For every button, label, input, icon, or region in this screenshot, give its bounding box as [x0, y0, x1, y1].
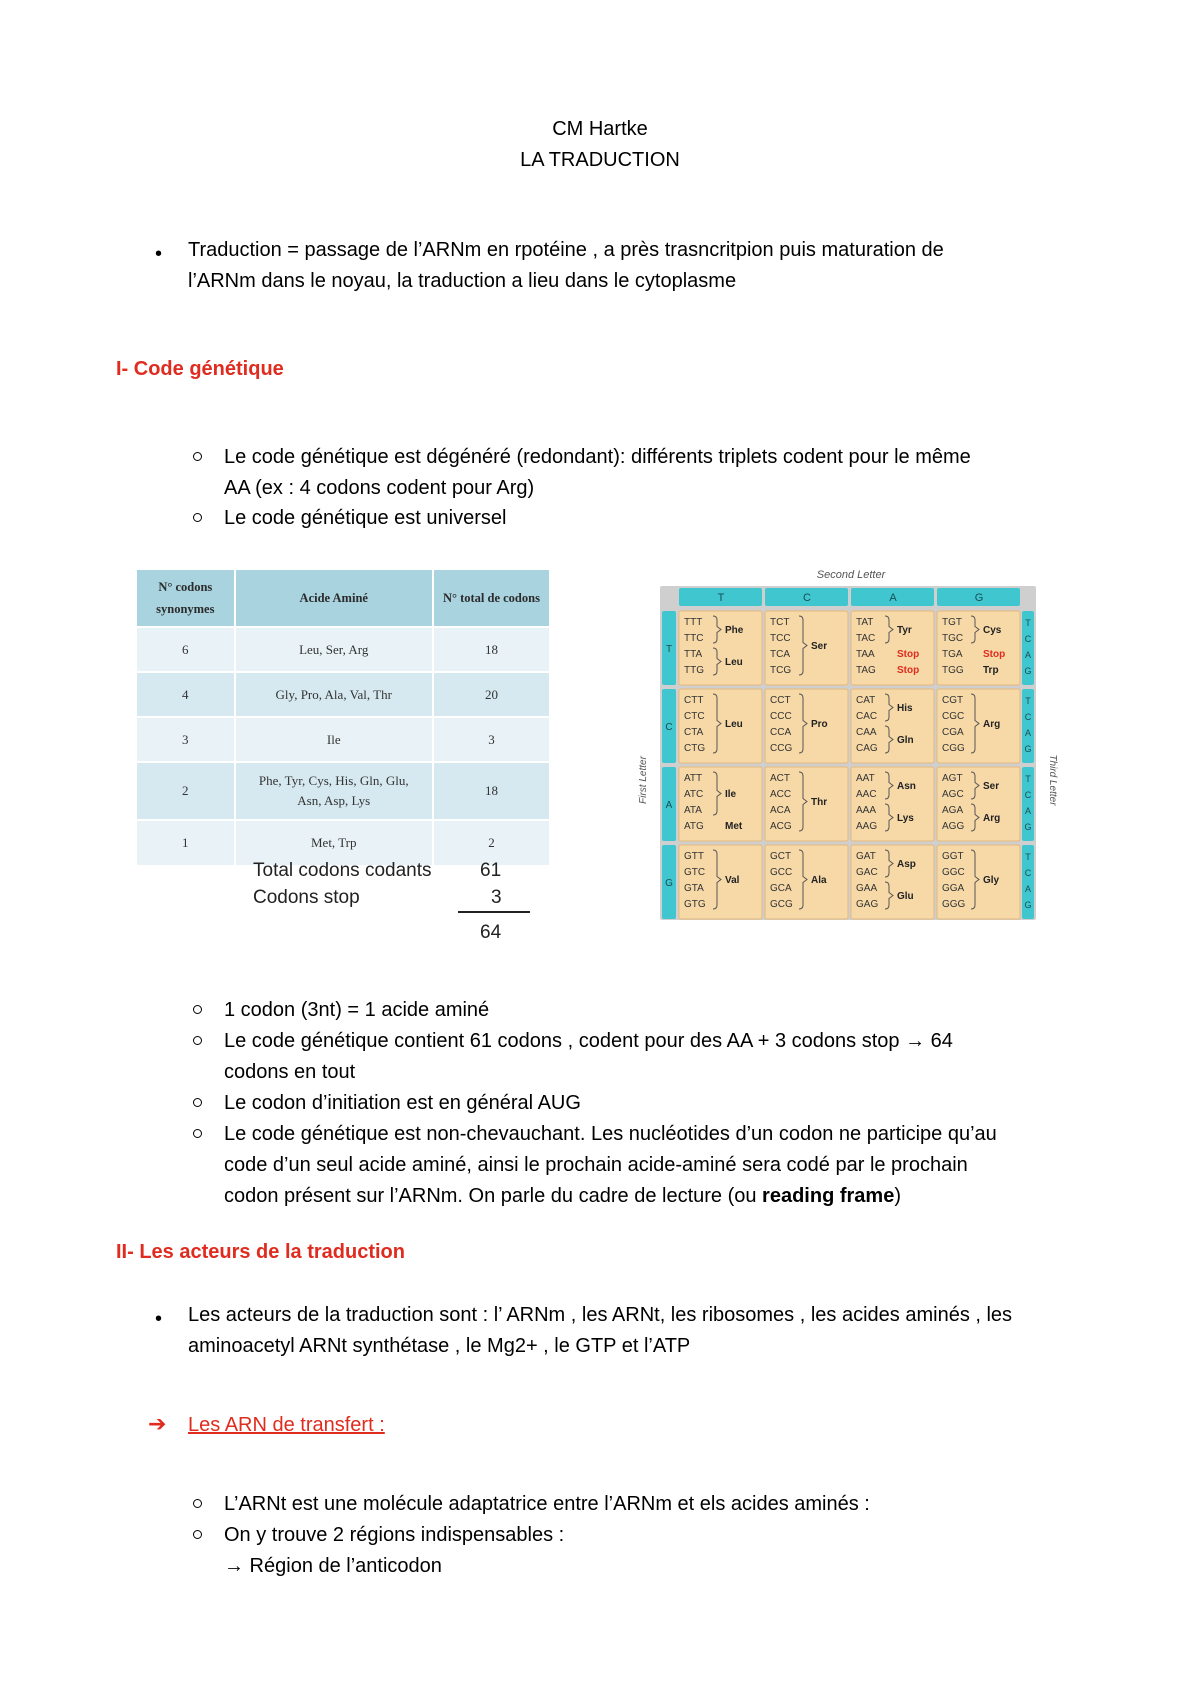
row-letter: G: [665, 878, 673, 889]
codon-label: TGG: [942, 665, 964, 676]
third-letter: G: [1024, 666, 1032, 676]
codon-label: GGT: [942, 851, 964, 862]
non-overlap-line-2: code d’un seul acide aminé, ainsi le prochain acide-aminé sera codé par le prochain: [224, 1154, 968, 1176]
table-cell: 3: [433, 717, 549, 762]
third-letter: A: [1024, 806, 1032, 816]
column-letter: T: [717, 592, 725, 604]
circle-bullet-icon: [193, 1129, 202, 1138]
amino-acid-label: Cys: [983, 625, 1002, 636]
amino-acid-label: Gly: [983, 875, 1000, 886]
table-cell: Ile: [235, 717, 433, 762]
circle-bullet-icon: [193, 452, 202, 461]
table-cell: 6: [137, 627, 235, 672]
codon-count-line-1: Le code génétique contient 61 codons , codent pour des AA + 3 codons stop → 64: [224, 1030, 953, 1052]
circle-bullet-icon: [193, 1530, 202, 1539]
non-overlap-line-1: Le code génétique est non-chevauchant. Les nucléotides d’un codon ne participe qu’au: [224, 1123, 997, 1145]
codon-label: CCC: [770, 711, 792, 722]
codon-label: CAG: [856, 743, 878, 754]
amino-acid-label: Ala: [811, 875, 827, 886]
amino-acid-label: Glu: [897, 891, 914, 902]
codon-label: GCC: [770, 867, 793, 878]
row-letter: T: [665, 644, 673, 655]
universal-line: Le code génétique est universel: [224, 507, 507, 529]
table-cell: Met, Trp: [235, 820, 433, 865]
third-letter: A: [1024, 650, 1032, 660]
amino-acid-label: Asp: [897, 859, 916, 870]
codon-label: CAT: [856, 695, 876, 706]
section-2-title: II- Les acteurs de la traduction: [116, 1241, 405, 1263]
amino-acid-label: Tyr: [897, 625, 912, 636]
amino-acid-label: Ser: [983, 781, 1000, 792]
column-letter: A: [889, 592, 897, 604]
third-letter: T: [1025, 774, 1031, 784]
trna-regions-line: On y trouve 2 régions indispensables :: [224, 1524, 565, 1546]
bullet-icon: •: [155, 243, 163, 265]
codon-label: CGT: [942, 695, 964, 706]
codon-label: CGG: [942, 743, 965, 754]
total-codons-label: Total codons codants: [253, 860, 432, 881]
stop-codons-value: 3: [491, 887, 502, 908]
initiation-codon-line: Le codon d’initiation est en général AUG: [224, 1092, 581, 1114]
table-row: [137, 762, 549, 820]
third-letter: T: [1025, 696, 1031, 706]
column-letter: C: [803, 592, 811, 604]
amino-acid-label: Met: [725, 821, 743, 832]
codon-label: TTG: [684, 665, 704, 676]
first-letter-label: First Letter: [638, 756, 649, 804]
amino-acid-label: Phe: [725, 625, 744, 636]
amino-acid-label: Asn: [897, 781, 916, 792]
third-letter: G: [1024, 822, 1032, 832]
sum-divider: [458, 911, 530, 913]
codon-label: GTA: [684, 883, 704, 894]
codon-label: GCA: [770, 883, 792, 894]
table-cell: 20: [433, 672, 549, 717]
amino-acid-label: Ser: [811, 641, 828, 652]
third-letter: C: [1024, 790, 1032, 800]
codon-label: CTG: [684, 743, 706, 754]
actors-line-2: aminoacetyl ARNt synthétase , le Mg2+ , le GTP et l’ATP: [188, 1335, 691, 1357]
codon-label: AAG: [856, 821, 878, 832]
table-row: [137, 717, 549, 762]
codon-label: CAA: [856, 727, 877, 738]
circle-bullet-icon: [193, 513, 202, 522]
table-cell: Gly, Pro, Ala, Val, Thr: [235, 672, 433, 717]
codon-label: GAC: [856, 867, 878, 878]
circle-bullet-icon: [193, 1036, 202, 1045]
third-letter: T: [1025, 852, 1031, 862]
third-letter: C: [1024, 868, 1032, 878]
actors-line-1: Les acteurs de la traduction sont : l’ ARNm , les ARNt, les ribosomes , les acides aminés , les: [188, 1304, 1013, 1326]
intro-line-2: l’ARNm dans le noyau, la traduction a lieu dans le cytoplasme: [188, 270, 737, 292]
codon-label: CCG: [770, 743, 793, 754]
amino-acid-label: Thr: [811, 797, 828, 808]
codon-chart: [638, 566, 1058, 926]
amino-acid-label: Ile: [725, 789, 737, 800]
codon-label: AAC: [856, 789, 877, 800]
amino-acid-label: Val: [725, 875, 740, 886]
codon-label: CTC: [684, 711, 705, 722]
codon-label: GAG: [856, 899, 879, 910]
third-letter: C: [1024, 634, 1032, 644]
codon-label: TTA: [684, 649, 703, 660]
doc-title: LA TRADUCTION: [520, 149, 680, 171]
codon-label: TAG: [856, 665, 876, 676]
codon-label: TCG: [770, 665, 792, 676]
codon-label: TTT: [684, 617, 703, 628]
table-header: N° codons synonymes: [137, 570, 235, 627]
codon-label: CGC: [942, 711, 965, 722]
codon-label: GTC: [684, 867, 706, 878]
amino-acid-label: Gln: [897, 735, 914, 746]
table-cell: 3: [137, 717, 235, 762]
codon-label: GCT: [770, 851, 792, 862]
codon-label: TAA: [856, 649, 875, 660]
table-cell: 2: [433, 820, 549, 865]
row-letter: A: [665, 800, 673, 811]
third-letter: A: [1024, 884, 1032, 894]
column-letter: G: [974, 592, 984, 604]
codon-label: TAT: [856, 617, 874, 628]
bullet-icon: •: [155, 1308, 163, 1330]
table-header: Acide Aminé: [235, 570, 433, 627]
circle-bullet-icon: [193, 1499, 202, 1508]
codon-label: CCT: [770, 695, 791, 706]
codon-label: ACA: [770, 805, 791, 816]
grand-total-value: 64: [480, 922, 502, 943]
codon-label: TCA: [770, 649, 790, 660]
amino-acid-label: Lys: [897, 813, 914, 824]
third-letter: C: [1024, 712, 1032, 722]
table-header: N° total de codons: [433, 570, 549, 627]
codon-label: ACT: [770, 773, 790, 784]
codon-label: GGG: [942, 899, 966, 910]
arrow-right-icon: ➔: [148, 1412, 167, 1437]
codon-synonym-table: [137, 570, 549, 865]
codon-label: GTT: [684, 851, 704, 862]
codon-label: ACG: [770, 821, 792, 832]
table-cell: Phe, Tyr, Cys, His, Gln, Glu, Asn, Asp, Lys: [235, 762, 433, 820]
codon-label: CCA: [770, 727, 792, 738]
codon-label: GGA: [942, 883, 965, 894]
table-row: [137, 820, 549, 865]
stop-label: Stop: [897, 665, 920, 676]
degenerate-line-1: Le code génétique est dégénéré (redondant): différents triplets codent pour le même: [224, 446, 971, 468]
circle-bullet-icon: [193, 1005, 202, 1014]
non-overlap-line-3: [224, 1181, 901, 1212]
codon-label: ATA: [684, 805, 702, 816]
codon-label: TAC: [856, 633, 876, 644]
second-letter-label: Second Letter: [816, 569, 886, 581]
codon-label: ATT: [684, 773, 703, 784]
codon-label: AGC: [942, 789, 964, 800]
table-cell: 4: [137, 672, 235, 717]
amino-acid-label: Arg: [983, 719, 1001, 730]
codon-label: CAC: [856, 711, 878, 722]
trna-subtitle: Les ARN de transfert :: [188, 1414, 385, 1436]
codon-label: CTA: [684, 727, 704, 738]
codon-label: GAA: [856, 883, 878, 894]
amino-acid-label: Leu: [725, 657, 743, 668]
codon-label: GTG: [684, 899, 706, 910]
intro-line-1: Traduction = passage de l’ARNm en rpotéine , a près trasncritpion puis maturation de: [188, 239, 944, 261]
codon-label: AAA: [856, 805, 877, 816]
third-letter: A: [1024, 728, 1032, 738]
codon-count-line-2: codons en tout: [224, 1061, 356, 1083]
row-letter: C: [665, 722, 673, 733]
codon-label: CTT: [684, 695, 704, 706]
codon-label: TCC: [770, 633, 791, 644]
codon-label: GAT: [856, 851, 876, 862]
section-1-title: I- Code génétique: [116, 358, 284, 380]
codon-label: GCG: [770, 899, 793, 910]
codon-label: AGG: [942, 821, 965, 832]
non-overlap-text: codon présent sur l’ARNm. On parle du cadre de lecture (ou: [224, 1185, 763, 1207]
closing-paren: ): [894, 1185, 901, 1207]
degenerate-line-2: AA (ex : 4 codons codent pour Arg): [224, 477, 535, 499]
third-letter-label: Third Letter: [1047, 754, 1058, 806]
codon-def-line: 1 codon (3nt) = 1 acide aminé: [224, 999, 490, 1021]
anticodon-region-line: → Région de l’anticodon: [224, 1555, 442, 1577]
codon-label: ACC: [770, 789, 792, 800]
table-row: [137, 672, 549, 717]
amino-acid-label: His: [897, 703, 913, 714]
table-cell: 18: [433, 627, 549, 672]
doc-author: CM Hartke: [552, 118, 648, 140]
amino-acid-label: Arg: [983, 813, 1001, 824]
codon-label: CGA: [942, 727, 964, 738]
codon-label: ATG: [684, 821, 704, 832]
third-letter: G: [1024, 744, 1032, 754]
table-cell: 2: [137, 762, 235, 820]
total-codons-value: 61: [480, 860, 502, 881]
codon-label: ATC: [684, 789, 704, 800]
third-letter: T: [1025, 618, 1031, 628]
amino-acid-label: Trp: [983, 665, 999, 676]
codon-label: TTC: [684, 633, 704, 644]
codon-label: TGA: [942, 649, 963, 660]
reading-frame-term: reading frame: [762, 1185, 895, 1207]
codon-label: TCT: [770, 617, 790, 628]
amino-acid-label: Pro: [811, 719, 828, 730]
circle-bullet-icon: [193, 1098, 202, 1107]
codon-label: AGT: [942, 773, 963, 784]
stop-codons-label: Codons stop: [253, 887, 360, 908]
trna-adapter-line: L’ARNt est une molécule adaptatrice entre l’ARNm et els acides aminés :: [224, 1493, 870, 1515]
table-row: [137, 627, 549, 672]
codon-label: TGT: [942, 617, 962, 628]
third-letter: G: [1024, 900, 1032, 910]
table-cell: Leu, Ser, Arg: [235, 627, 433, 672]
codon-label: AGA: [942, 805, 964, 816]
stop-label: Stop: [897, 649, 920, 660]
table-cell: 18: [433, 762, 549, 820]
codon-label: TGC: [942, 633, 964, 644]
stop-label: Stop: [983, 649, 1006, 660]
table-cell: 1: [137, 820, 235, 865]
codon-label: GGC: [942, 867, 965, 878]
codon-label: AAT: [856, 773, 875, 784]
amino-acid-label: Leu: [725, 719, 743, 730]
